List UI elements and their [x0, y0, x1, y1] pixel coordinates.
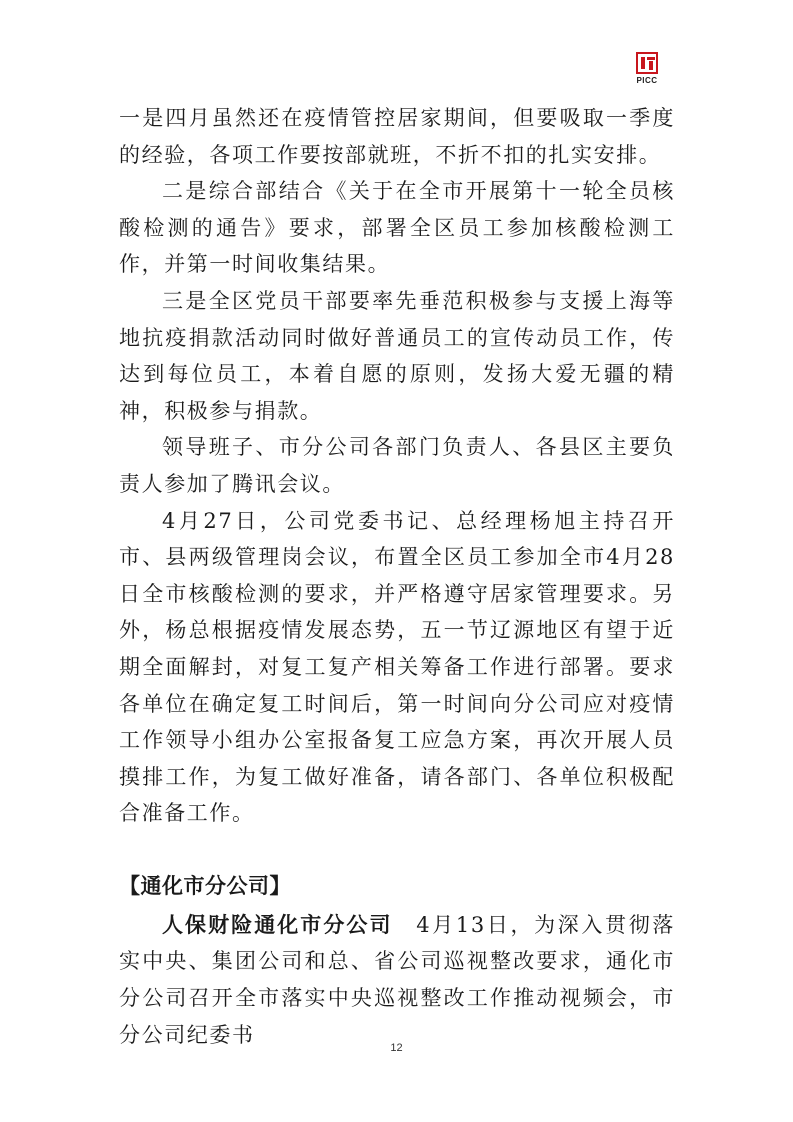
paragraph-2: 二是综合部结合《关于在全市开展第十一轮全员核酸检测的通告》要求，部署全区员工参加核酸检测工作，并第一时间收集结果。 — [119, 179, 675, 277]
paragraph-5: 4月27日，公司党委书记、总经理杨旭主持召开市、县两级管理岗会议，布置全区员工参加全市4月28日全市核酸检测的要求，并严格遵守居家管理要求。另外，杨总根据疫情发展态势，五一节辽源地区有望于近期全面解封，对复工复产相关筹备工作进行部署。要求各单位在确定复工时间后，第一时间向分公司应对疫情工作领导小组办公室报备复工应急方案，再次开展人员摸排工作，为复工做好准备，请各部门、各单位积极配合准备工作。 — [119, 508, 675, 826]
paragraph-4: 领导班子、市分公司各部门负责人、各县区主要负责人参加了腾讯会议。 — [119, 435, 675, 496]
paragraph-3: 三是全区党员干部要率先垂范积极参与支援上海等地抗疫捐款活动同时做好普通员工的宣传动员工作，传达到每位员工，本着自愿的原则，发扬大爱无疆的精神，积极参与捐款。 — [119, 288, 675, 423]
paragraph-1: 一是四月虽然还在疫情管控居家期间，但要吸取一季度的经验，各项工作要按部就班，不折不扣的扎实安排。 — [119, 106, 675, 167]
page-number: 12 — [390, 1042, 403, 1054]
section-paragraph — [119, 907, 675, 1053]
picc-seal-icon — [636, 52, 658, 74]
picc-logo — [633, 52, 661, 85]
logo-text: PICC — [636, 76, 658, 85]
section-lead-bold: 人保财险通化市分公司 — [162, 912, 393, 937]
section-lead-text: 4月13日，为深入贯彻落实中央、集团公司和总、省公司巡视整改要求，通化市分公司召开全市落实中央巡视整改工作推动视频会，市分公司纪委书 — [119, 912, 675, 1047]
document-body — [119, 100, 675, 1053]
section-heading: 【通化市分公司】 — [119, 873, 291, 898]
